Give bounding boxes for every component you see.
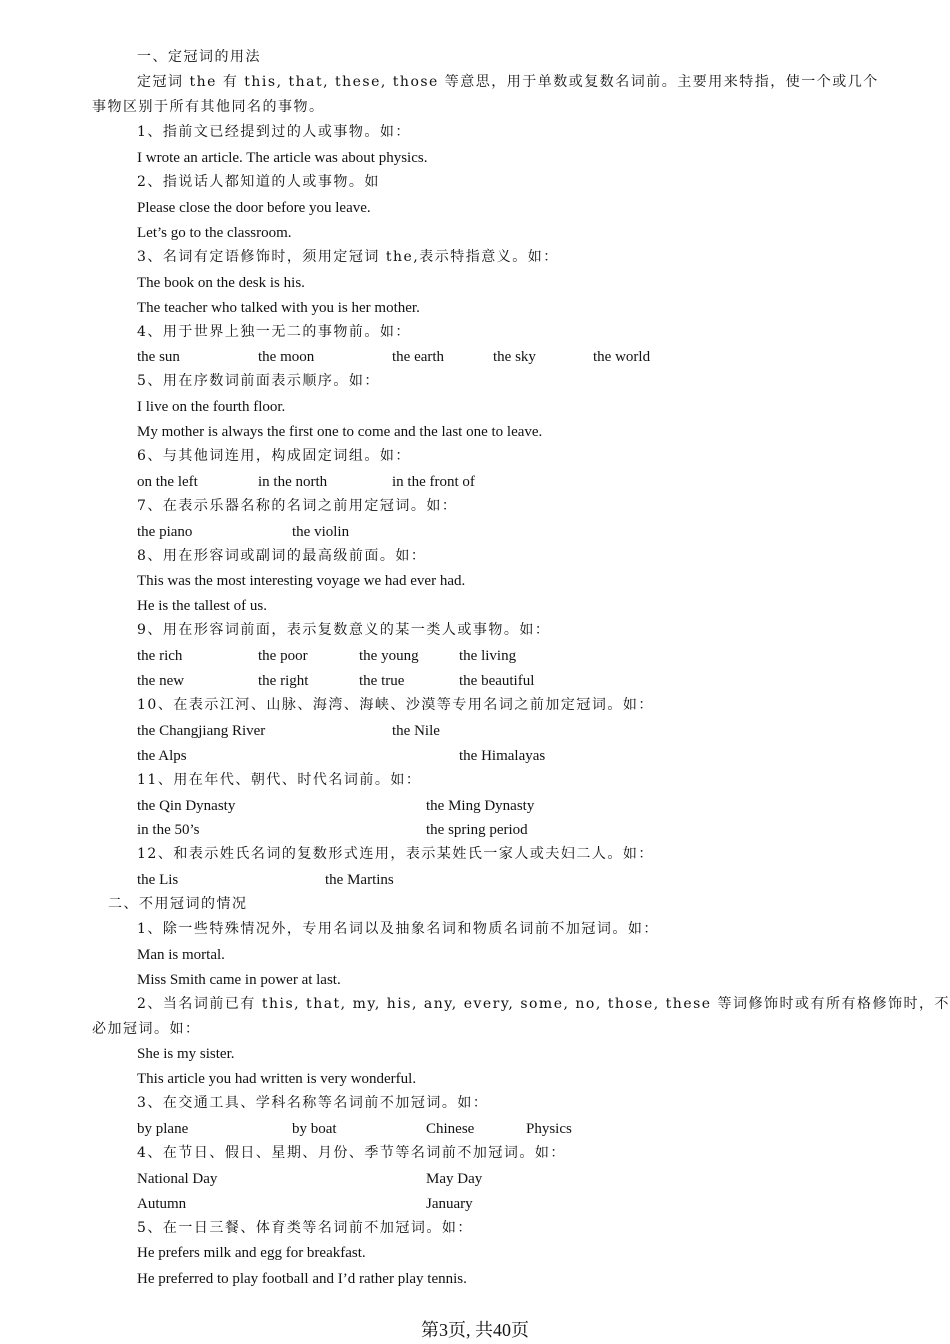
example-sentence: She is my sister.	[137, 1046, 235, 1062]
example-item: the piano	[137, 524, 193, 540]
example-item: the Martins	[325, 872, 394, 888]
example-item: January	[426, 1196, 473, 1212]
example-sentence: The teacher who talked with you is her mother.	[137, 300, 420, 316]
example-item: in the front of	[392, 474, 475, 490]
rule-title: 4、用于世界上独一无二的事物前。如：	[137, 324, 411, 340]
example-item: Autumn	[137, 1196, 187, 1212]
rule-title: 5、用在序数词前面表示顺序。如：	[137, 373, 380, 389]
example-item: the Changjiang River	[137, 723, 266, 739]
section-heading: 二、不用冠词的情况	[108, 896, 248, 912]
example-sentence: He preferred to play football and I’d rather play tennis.	[137, 1271, 467, 1287]
rule-title: 12、和表示姓氏名词的复数形式连用，表示某姓氏一家人或夫妇二人。如：	[137, 846, 654, 862]
example-sentence: Man is mortal.	[137, 947, 225, 963]
example-item: the sky	[493, 349, 536, 365]
example-item: in the north	[258, 474, 328, 490]
example-item: the Qin Dynasty	[137, 798, 236, 814]
example-item: the rich	[137, 648, 183, 664]
example-item: Chinese	[426, 1121, 475, 1137]
section-heading: 一、定冠词的用法	[137, 49, 261, 65]
example-item: May Day	[426, 1171, 483, 1187]
example-item: the Ming Dynasty	[426, 798, 535, 814]
example-sentence: I wrote an article. The article was about physics.	[137, 150, 428, 166]
example-item: Physics	[526, 1121, 572, 1137]
example-item: the spring period	[426, 822, 528, 838]
rule-title: 5、在一日三餐、体育类等名词前不加冠词。如：	[137, 1220, 473, 1236]
example-sentence: The book on the desk is his.	[137, 275, 305, 291]
rule-title: 1、除一些特殊情况外，专用名词以及抽象名词和物质名词前不加冠词。如：	[137, 921, 659, 937]
example-item: the right	[258, 673, 309, 689]
rule-title: 7、在表示乐器名称的名词之前用定冠词。如：	[137, 498, 458, 514]
intro-line: 事物区别于所有其他同名的事物。	[92, 99, 325, 115]
page-number: 第3页, 共40页	[421, 1320, 529, 1340]
intro-line: 定冠词 the 有 this, that, these, those 等意思，用于单数或复数名词前。主要用来特指，使一个或几个	[137, 74, 879, 90]
example-sentence: He prefers milk and egg for breakfast.	[137, 1245, 366, 1261]
rule-title: 2、指说话人都知道的人或事物。如	[137, 174, 380, 190]
example-sentence: Miss Smith came in power at last.	[137, 972, 341, 988]
rule-title: 必加冠词。如：	[92, 1021, 201, 1037]
example-item: in the 50’s	[137, 822, 200, 838]
example-item: on the left	[137, 474, 198, 490]
example-item: the Lis	[137, 872, 179, 888]
rule-title: 8、用在形容词或副词的最高级前面。如：	[137, 548, 427, 564]
example-item: the Alps	[137, 748, 187, 764]
example-item: National Day	[137, 1171, 218, 1187]
example-sentence: My mother is always the first one to come and the last one to leave.	[137, 424, 543, 440]
example-sentence: He is the tallest of us.	[137, 598, 267, 614]
rule-title: 6、与其他词连用，构成固定词组。如：	[137, 448, 411, 464]
example-item: the beautiful	[459, 673, 535, 689]
example-item: the violin	[292, 524, 350, 540]
rule-title: 11、用在年代、朝代、时代名词前。如：	[137, 772, 422, 788]
example-sentence: Please close the door before you leave.	[137, 200, 371, 216]
example-item: by plane	[137, 1121, 189, 1137]
example-item: the moon	[258, 349, 315, 365]
example-item: the sun	[137, 349, 180, 365]
example-item: the earth	[392, 349, 445, 365]
rule-title: 2、当名词前已有 this, that, my, his, any, every, some, no, those, these 等词修饰时或有所有格修饰时，不	[137, 996, 950, 1012]
example-item: by boat	[292, 1121, 337, 1137]
rule-title: 9、用在形容词前面，表示复数意义的某一类人或事物。如：	[137, 622, 551, 638]
example-item: the Himalayas	[459, 748, 546, 764]
example-item: the world	[593, 349, 651, 365]
example-sentence: Let’s go to the classroom.	[137, 225, 292, 241]
example-item: the poor	[258, 648, 308, 664]
rule-title: 3、在交通工具、学科名称等名词前不加冠词。如：	[137, 1095, 489, 1111]
example-item: the young	[359, 648, 419, 664]
rule-title: 3、名词有定语修饰时，须用定冠词 the,表示特指意义。如：	[137, 249, 559, 265]
example-sentence: This was the most interesting voyage we had ever had.	[137, 573, 466, 589]
example-item: the Nile	[392, 723, 440, 739]
example-sentence: I live on the fourth floor.	[137, 399, 286, 415]
example-sentence: This article you had written is very wonderful.	[137, 1071, 417, 1087]
example-item: the living	[459, 648, 517, 664]
rule-title: 10、在表示江河、山脉、海湾、海峡、沙漠等专用名词之前加定冠词。如：	[137, 697, 654, 713]
rule-title: 4、在节日、假日、星期、月份、季节等名词前不加冠词。如：	[137, 1145, 566, 1161]
example-item: the true	[359, 673, 405, 689]
rule-title: 1、指前文已经提到过的人或事物。如：	[137, 124, 411, 140]
example-item: the new	[137, 673, 185, 689]
